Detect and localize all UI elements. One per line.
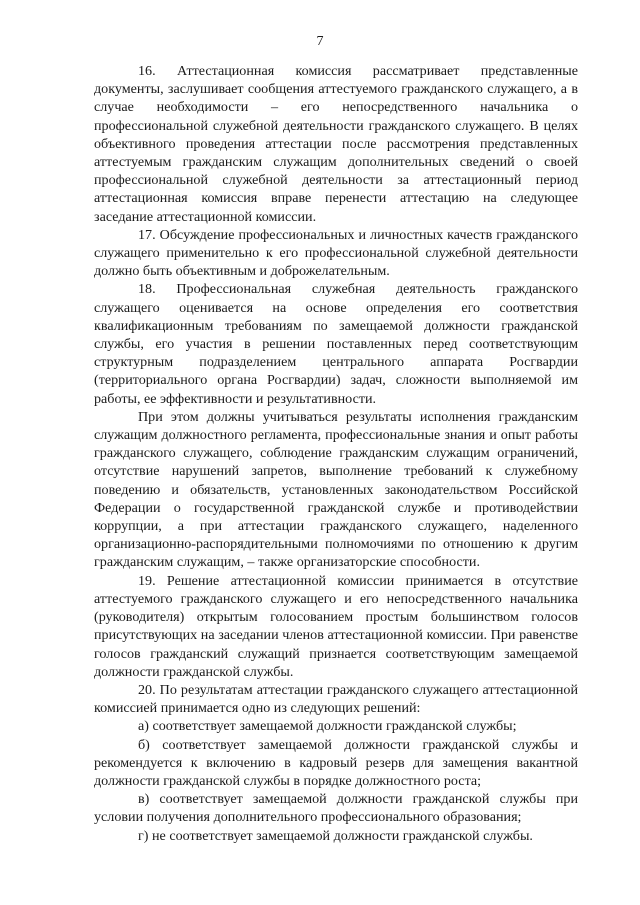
page-number: 7: [316, 34, 324, 49]
document-body: [94, 62, 578, 845]
paragraph-18-continuation: При этом должны учитываться результаты исполнения гражданским служащим должностного регламента, профессиональные знания и опыт работы гражданского служащего, соблюдение гражданским служащим ограничений, отсутствие нарушений запретов, выполнение требований к служебному поведению и обязательств, установленных законодательством Российской Федерации о государственной гражданской службе и противодействии коррупции, а при аттестации гражданского служащего, наделенного организационно-распорядительными полномочиями по отношению к другим гражданским служащим, – также организаторские способности.: [94, 408, 578, 571]
paragraph-18: 18. Профессиональная служебная деятельность гражданского служащего оценивается на основе определения его соответствия квалификационным требованиям по замещаемой должности гражданской службы, его участия в решении поставленных перед соответствующим структурным подразделением центрального аппарата Росгвардии (территориального органа Росгвардии) задач, сложности выполняемой им работы, ее эффективности и результативности.: [94, 281, 578, 407]
list-item-b: б) соответствует замещаемой должности гражданской службы и рекомендуется к включению в кадровый резерв для замещения вакантной должности гражданской службы в порядке должностного роста;: [94, 736, 578, 789]
paragraph-16: 16. Аттестационная комиссия рассматривает представленные документы, заслушивает сообщения аттестуемого гражданского служащего, а в случае необходимости – его непосредственного начальника о профессиональной служебной деятельности гражданского служащего. В целях объективного проведения аттестации после рассмотрения представленных аттестуемым гражданским служащим дополнительных сведений о своей профессиональной служебной деятельности за аттестационный период аттестационная комиссия вправе перенести аттестацию на следующее заседание аттестационной комиссии.: [94, 63, 578, 225]
paragraph-19: 19. Решение аттестационной комиссии принимается в отсутствие аттестуемого гражданского служащего и его непосредственного начальника (руководителя) открытым голосованием простым большинством голосов присутствующих на заседании членов аттестационной комиссии. При равенстве голосов гражданский служащий признается соответствующим замещаемой должности гражданской службы.: [94, 572, 578, 680]
list-item-g: г) не соответствует замещаемой должности гражданской службы.: [138, 827, 533, 844]
list-item-v: в) соответствует замещаемой должности гражданской службы при условии получения дополнительного профессионального образования;: [94, 791, 578, 826]
paragraph-17: 17. Обсуждение профессиональных и личностных качеств гражданского служащего применительно к его профессиональной служебной деятельности должно быть объективным и доброжелательным.: [94, 226, 578, 280]
paragraph-20: 20. По результатам аттестации гражданского служащего аттестационной комиссией принимается одно из следующих решений:: [94, 681, 578, 717]
list-item-a: а) соответствует замещаемой должности гражданской службы;: [138, 718, 517, 735]
